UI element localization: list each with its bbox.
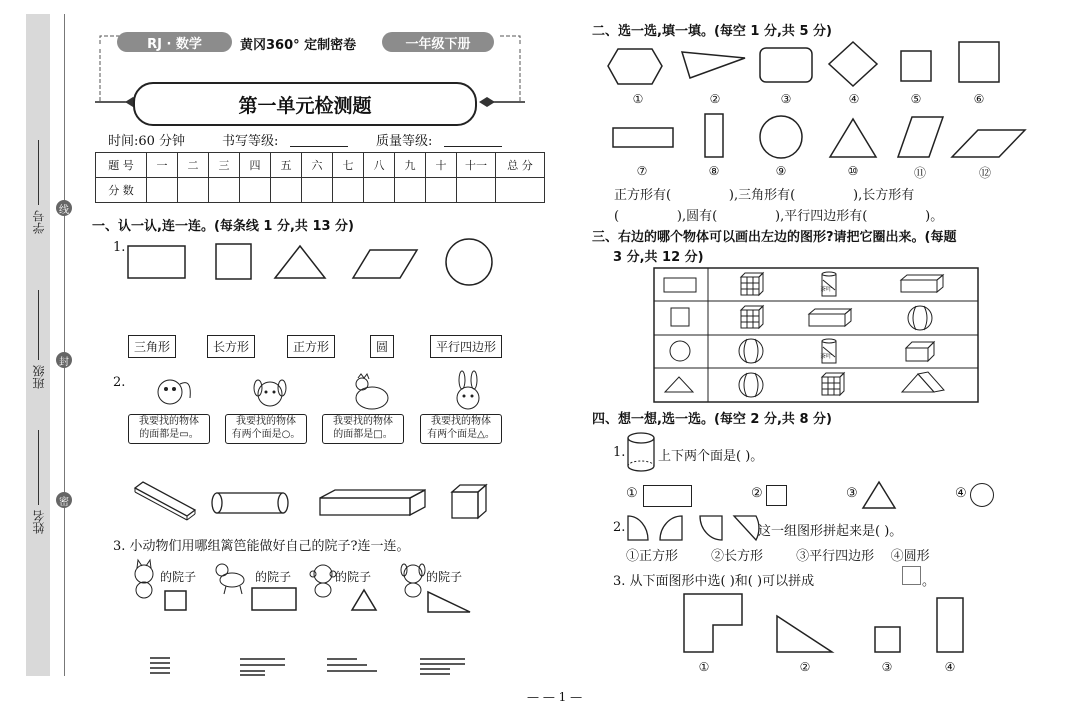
- s4-q3-text: 3. 从下面图形中选( )和( )可以拼成: [613, 574, 815, 589]
- hint-bubble: [225, 414, 307, 444]
- triangle-shape: [682, 52, 745, 78]
- q2-solids: [135, 480, 495, 525]
- right-triangle-shape: [777, 616, 832, 652]
- hexagon-shape: [608, 49, 662, 84]
- grade-badge: 一年级下册: [382, 32, 494, 52]
- label-circle[interactable]: 圆: [370, 335, 394, 358]
- writing-grade-label: 书写等级:: [222, 134, 279, 149]
- student-id-label: 学号: [32, 210, 46, 234]
- shape-number: ⑪: [913, 166, 926, 180]
- shape-number: ①: [698, 660, 710, 674]
- triangular-prism-icon: [902, 372, 944, 392]
- q1-number: 1.: [113, 240, 126, 255]
- fence-set-1: [150, 658, 170, 673]
- cube-icon: [452, 485, 486, 518]
- rooster-icon: [356, 374, 388, 409]
- score-cell[interactable]: [178, 178, 209, 203]
- s4-q1-number: 1.: [613, 445, 626, 460]
- score-cell[interactable]: [457, 178, 496, 203]
- series-name: 黄冈360° 定制密卷: [240, 38, 357, 53]
- score-table: [95, 152, 545, 203]
- hint-line: 我要找的物体: [431, 416, 491, 427]
- can-label: 茶叶: [820, 353, 833, 360]
- target-square-icon: [902, 566, 921, 585]
- cylinder-icon: [212, 493, 288, 513]
- ball-icon: [739, 373, 763, 397]
- shape-number: ⑤: [910, 92, 922, 106]
- section2-title: 二、选一选,填一填。(每空 1 分,共 5 分): [592, 24, 832, 39]
- score-row: [96, 178, 545, 203]
- fence-square: [165, 591, 186, 610]
- score-cell[interactable]: [209, 178, 240, 203]
- score-header-cell: 四: [240, 153, 271, 178]
- seal-dot-line: 线: [56, 200, 72, 216]
- dog-icon: [254, 380, 286, 406]
- shape-number: ⑨: [775, 164, 787, 178]
- rectangle-shape: [705, 114, 723, 157]
- parallelogram-shape: [353, 250, 417, 278]
- rectangle-shape: [613, 128, 673, 147]
- shape-number: ②: [709, 92, 721, 106]
- square-shape: [216, 244, 251, 279]
- square-shape: [671, 308, 689, 326]
- hint-line: 我要找的物体: [333, 416, 393, 427]
- horse-icon: [216, 564, 244, 594]
- section4-title: 四、想一想,选一选。(每空 2 分,共 8 分): [592, 412, 832, 427]
- rubik-cube-icon: [822, 373, 844, 395]
- rubik-cube-icon: [741, 306, 763, 328]
- score-header-cell: 六: [302, 153, 333, 178]
- section3-table: [654, 268, 979, 402]
- score-row-label: 分 数: [96, 178, 147, 203]
- s4-q1-text: 上下两个面是( )。: [658, 449, 764, 464]
- rounded-rectangle-shape: [760, 48, 812, 82]
- shape-number: ③: [780, 92, 792, 106]
- s4-q3-end: 。: [922, 574, 936, 589]
- circle-shape: [760, 116, 802, 158]
- fence-right-triangle: [428, 592, 470, 612]
- fill-line-2: ( ),圆有( ),平行四边形有( )。: [614, 209, 944, 224]
- seal-dot-secret: 密: [56, 492, 72, 508]
- shape-number: ⑧: [708, 164, 720, 178]
- can-label: 茶叶: [820, 286, 833, 293]
- time-info: 时间:60 分钟: [108, 134, 186, 149]
- option-circle[interactable]: [970, 483, 994, 507]
- triangle-shape: [830, 119, 876, 157]
- ball-icon: [739, 339, 763, 363]
- shape-number: ⑦: [636, 164, 648, 178]
- hint-line: 的面都是□。: [333, 429, 393, 440]
- score-header-row: [96, 153, 545, 178]
- score-header-cell: 三: [209, 153, 240, 178]
- label-parallelogram[interactable]: 平行四边形: [430, 335, 502, 358]
- class-line: [38, 290, 39, 360]
- rectangle-shape: [937, 598, 963, 652]
- shape-number: ⑫: [978, 166, 991, 180]
- score-header-cell: 题 号: [96, 153, 147, 178]
- parallelogram-shape: [952, 130, 1025, 157]
- score-cell[interactable]: [147, 178, 178, 203]
- q3-text: 3. 小动物们用哪组篱笆能做好自己的院子?连一连。: [113, 539, 410, 554]
- hint-line: 有两个面是△。: [427, 429, 495, 440]
- hint-line: 我要找的物体: [236, 416, 296, 427]
- cat-icon: [135, 560, 153, 598]
- score-cell[interactable]: [333, 178, 364, 203]
- label-square[interactable]: 正方形: [287, 335, 335, 358]
- cylinder-icon: [626, 430, 660, 474]
- hint-line: 有两个面是○。: [231, 429, 301, 440]
- yard-label: 的院子: [426, 570, 463, 584]
- score-cell[interactable]: [496, 178, 545, 203]
- yard-label: 的院子: [335, 570, 372, 584]
- rectangle-shape: [128, 246, 185, 278]
- score-header-cell: 五: [271, 153, 302, 178]
- section3-title-cont: 3 分,共 12 分): [613, 250, 704, 265]
- flat-cuboid-icon: [320, 490, 425, 515]
- l-shape: [684, 594, 742, 652]
- class-label: 班级: [32, 365, 46, 389]
- rabbit-icon: [457, 371, 479, 409]
- score-cell[interactable]: [240, 178, 271, 203]
- student-id-line: [38, 140, 39, 205]
- quality-grade-label: 质量等级:: [376, 134, 433, 149]
- score-cell[interactable]: [302, 178, 333, 203]
- square-shape: [875, 627, 900, 652]
- quality-grade-blank[interactable]: [444, 146, 502, 147]
- score-header-cell: 总 分: [496, 153, 545, 178]
- score-cell[interactable]: [395, 178, 426, 203]
- score-header-cell: 九: [395, 153, 426, 178]
- hint-line: 我要找的物体: [139, 416, 199, 427]
- score-header-cell: 十: [426, 153, 457, 178]
- fence-triangle: [352, 590, 376, 610]
- square-shape: [959, 42, 999, 82]
- shape-number: ③: [881, 660, 893, 674]
- rectangle-shape: [664, 278, 696, 292]
- score-header-cell: 一: [147, 153, 178, 178]
- quarter-circles-icon: [626, 514, 758, 542]
- fence-rectangle: [252, 588, 296, 610]
- shape-number: ⑥: [973, 92, 985, 106]
- yard-label: 的院子: [255, 570, 292, 584]
- hint-bubble: [322, 414, 404, 444]
- fence-set-2: [240, 659, 285, 675]
- score-cell[interactable]: [426, 178, 457, 203]
- s4-q2-options: ①正方形 ②长方形 ③平行四边形 ④圆形: [626, 549, 930, 564]
- ball-icon: [908, 306, 932, 330]
- section3-title: 三、右边的哪个物体可以画出左边的图形?请把它圈出来。(每题: [592, 230, 957, 245]
- cuboid-icon: [809, 309, 851, 326]
- square-shape: [901, 51, 931, 81]
- shape-number: ①: [632, 92, 644, 106]
- cuboid-icon: [906, 342, 934, 361]
- hint-bubble: [128, 414, 210, 444]
- s4-q1-option-num: ①: [626, 486, 638, 501]
- s4-q1-option-num: ②: [751, 486, 763, 501]
- fill-line-1: 正方形有( ),三角形有( ),长方形有: [614, 188, 915, 203]
- rhombus-shape: [829, 42, 877, 86]
- writing-grade-blank[interactable]: [290, 146, 348, 147]
- fence-set-3: [327, 659, 377, 671]
- cut-line: [64, 14, 65, 676]
- score-header-cell: 二: [178, 153, 209, 178]
- q1-shapes: [125, 238, 505, 288]
- circle-shape: [446, 239, 492, 285]
- page-title: 第一单元检测题: [133, 82, 477, 126]
- score-cell[interactable]: [364, 178, 395, 203]
- s4-q1-option-num: ③: [846, 486, 858, 501]
- score-header-cell: 十一: [457, 153, 496, 178]
- shape-number: ④: [848, 92, 860, 106]
- hint-bubble: [420, 414, 502, 444]
- subject-badge: RJ · 数学: [117, 32, 232, 52]
- name-line: [38, 430, 39, 505]
- s4-q2-text: 这一组图形拼起来是( )。: [758, 524, 903, 539]
- score-header-cell: 八: [364, 153, 395, 178]
- shape-number: ④: [944, 660, 956, 674]
- circle-shape: [670, 341, 690, 361]
- parallelogram-shape: [898, 117, 943, 157]
- rubik-cube-icon: [741, 273, 763, 295]
- animal-icons: [150, 374, 510, 414]
- cuboid-icon: [901, 275, 943, 292]
- squirrel-icon: [158, 380, 190, 404]
- q2-number: 2.: [113, 375, 126, 390]
- fence-options: [145, 655, 475, 677]
- page-number: — — 1 —: [527, 690, 583, 704]
- fence-set-4: [420, 659, 465, 674]
- score-header-cell: 七: [333, 153, 364, 178]
- label-triangle[interactable]: 三角形: [128, 335, 176, 358]
- s4-q1-option-num: ④: [955, 486, 967, 501]
- long-prism-icon: [135, 482, 195, 520]
- yard-label: 的院子: [160, 570, 197, 584]
- triangle-shape: [275, 246, 325, 278]
- score-cell[interactable]: [271, 178, 302, 203]
- option-triangle[interactable]: [861, 480, 897, 510]
- dog-icon: [401, 564, 425, 597]
- s4-q3-shapes: [680, 590, 980, 655]
- option-rectangle[interactable]: [643, 485, 692, 507]
- monkey-icon: [310, 565, 336, 597]
- section1-title: 一、认一认,连一连。(每条线 1 分,共 13 分): [92, 219, 354, 234]
- shape-number: ②: [799, 660, 811, 674]
- seal-dot-seal: 封: [56, 352, 72, 368]
- shape-number: ⑩: [847, 164, 859, 178]
- label-rectangle[interactable]: 长方形: [207, 335, 255, 358]
- hint-line: 的面都是▭。: [139, 429, 199, 440]
- name-label: 姓名: [32, 510, 46, 534]
- s4-q2-number: 2.: [613, 520, 626, 535]
- triangle-shape: [665, 377, 693, 392]
- option-square[interactable]: [766, 485, 787, 506]
